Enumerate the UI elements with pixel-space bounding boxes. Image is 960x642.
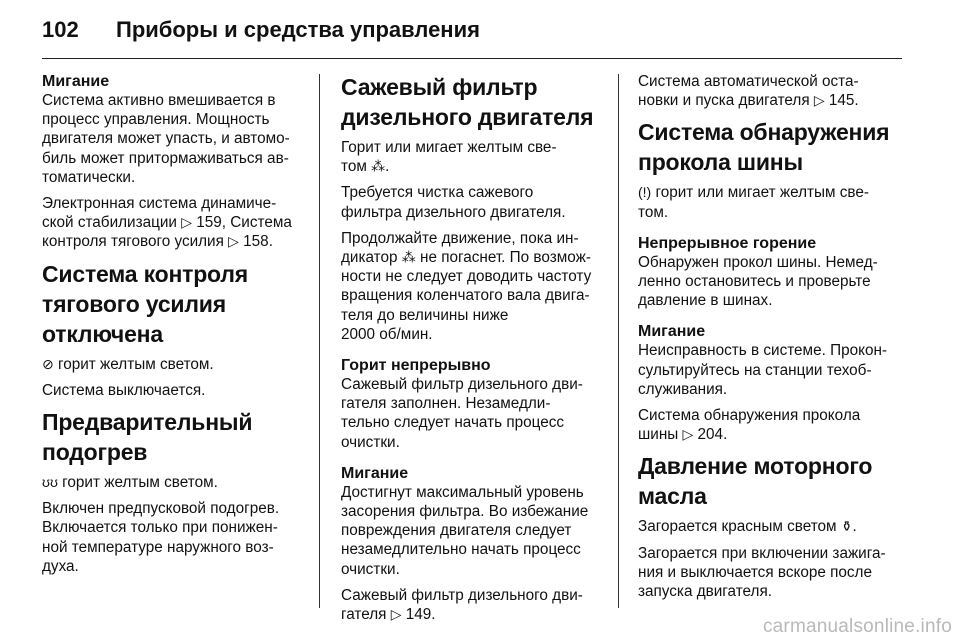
preheat-heading: Предварительный подогрев [42,409,253,466]
dpf-heading: Сажевый фильтр дизельного двигателя [341,74,594,130]
arrow-icon: ▷ [682,426,694,443]
tpms-reference: Система обнаружения прокола шины ▷ 204. [638,407,861,444]
page-title: Приборы и средства управления [116,17,480,42]
dpf-steady-heading: Горит непрерывно [341,357,491,375]
stop-start-reference: Система автоматической оста- новки и пуска двигателя ▷ 145. [638,73,859,110]
glow-plug-icon: ʊʊ [42,474,58,491]
tpms-blink-heading: Мигание [638,323,706,341]
oil-pressure-description: Загорается при включении зажига- ния и выключается вскоре после запуска двигателя. [638,544,886,601]
tc-off-heading: Система контроля тягового усилия отключена [42,260,248,347]
oil-can-icon: ⚱ [840,518,853,535]
column-2 [341,72,609,631]
tpms-steady-heading: Непрерывное горение [638,234,817,252]
dpf-blink-heading: Мигание [341,464,409,482]
dpf-steady-text: Сажевый фильтр дизельного дви- гателя заполнен. Незамедли- тельно следует начать процесс очистки. [341,376,583,451]
header-rule [42,58,902,59]
tpms-heading: Система обнаружения прокола шины [638,119,890,176]
dpf-cleaning-required: Требуется чистка сажевого фильтра дизельного двигателя. [341,184,566,221]
column-divider-2 [618,74,619,608]
arrow-icon: ▷ [390,606,402,623]
tpms-steady-text: Обнаружен прокол шины. Немед- ленно остановитесь и проверьте давление в шинах. [638,253,878,310]
esc-reference-paragraph: Электронная система динамиче- ской стабилизации ▷ 159, Система контроля тягового усилия ▷ 158. [42,195,292,251]
preheat-description: Включен предпусковой подогрев. Включается только при понижен- ной температуре наружного воз- духа. [42,500,280,575]
stop-start-page-link[interactable]: 145. [824,92,859,110]
dpf-instructions: Продолжайте движение, пока ин- дикатор ⁂ не погаснет. По возмож- ности не следует доводить частоту вращения коленчатого вала двига- теля до величины ниже 2000 об/мин. [341,229,592,343]
column-1 [42,72,310,583]
tpms-intro: (!) горит или мигает желтым све- том. [638,184,869,221]
dpf-icon: ⁂ [401,249,416,266]
preheat-text: ʊʊ горит желтым светом. [42,474,218,492]
dpf-reference: Сажевый фильтр дизельного дви- гателя ▷ 149. [341,586,583,624]
esc-page-link[interactable]: 159, Система [191,214,292,232]
tc-off-text: ⊘ горит желтым светом. [42,355,214,373]
dpf-intro: Горит или мигает желтым све- том ⁂. [341,139,557,176]
arrow-icon: ▷ [813,92,825,109]
tpms-page-link[interactable]: 204. [693,426,728,444]
dpf-page-link[interactable]: 149. [401,606,436,624]
watermark: carmanualsonline.info [762,616,952,637]
column-3 [638,72,906,608]
dpf-blink-text: Достигнут максимальный уровень засорения фильтра. Во избежание повреждения двигателя следует незамедлительно начать процесс очистки. [341,483,589,578]
tpms-blink-text: Неисправность в системе. Прокон- сультируйтесь на станции техоб- служивания. [638,342,888,398]
tc-page-link[interactable]: 158. [238,233,273,251]
esc-active-paragraph: Система активно вмешивается в процесс управления. Мощность двигателя может упасть, и автомо- биль может притормаживаться ав- томатически. [42,92,290,186]
oil-pressure-heading: Давление моторного масла [638,453,873,510]
page-header [42,10,902,50]
column-divider-1 [319,74,320,608]
tc-off-text-2: Система выключается. [42,381,206,399]
blink-heading: Мигание [42,73,110,90]
dpf-icon: ⁂ [371,158,386,175]
oil-pressure-text: Загорается красным светом ⚱. [638,518,857,536]
arrow-icon: ▷ [181,214,192,231]
page-number: 102 [42,17,79,42]
arrow-icon: ▷ [228,233,239,250]
tire-pressure-icon: (!) [638,184,652,201]
tc-off-icon: ⊘ [42,355,54,372]
